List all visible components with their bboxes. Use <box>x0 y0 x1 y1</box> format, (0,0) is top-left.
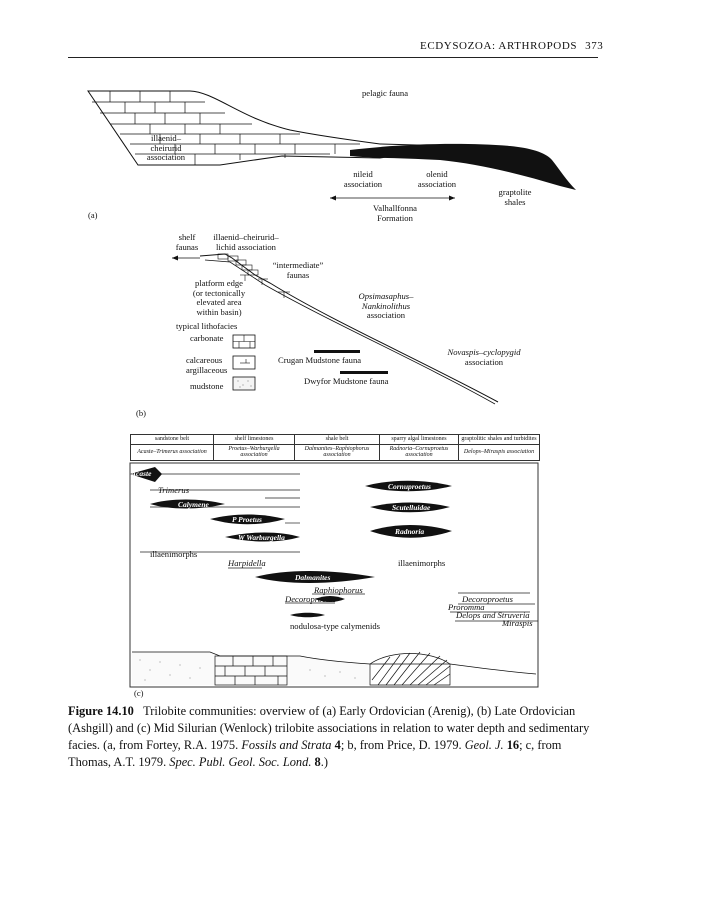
facies-cell-5: graptolitic shales and turbidites <box>461 436 537 442</box>
cornuproetus-label: Cornuproetus <box>388 482 431 491</box>
caption-volume-2: 16 <box>506 738 520 752</box>
illaenid-lichid-line-1: illaenid–cheirurid– <box>213 232 279 242</box>
illaenimorphs-right-label: illaenimorphs <box>398 558 446 568</box>
nileid-line-1: nileid <box>353 169 373 179</box>
caption-text-3: ; b, from Price, D. 1979. <box>340 738 465 752</box>
delops-label: Delops and Struveria <box>456 610 530 620</box>
decoroproetus-right-label: Decoroproetus <box>462 594 513 604</box>
acaste-label: Acaste <box>131 469 152 478</box>
caption-journal-2: Geol. J. <box>464 738 504 752</box>
olenid-line-2: association <box>417 178 457 189</box>
illaenid-line-1: illaenid– <box>150 133 182 143</box>
platform-line-2: (or tectonically <box>192 287 246 298</box>
facies-cell-4: sparry algal limestones <box>380 435 459 444</box>
page-number: 373 <box>585 40 604 52</box>
panel-a-label: (a) <box>88 210 98 220</box>
shelf-line-1: shelf <box>178 232 196 242</box>
nileid-line-2: association <box>343 178 383 189</box>
caption-journal-1: Fossils and Strata <box>241 738 332 752</box>
scutelluidae-label: Scutelluidae <box>392 503 431 512</box>
proromma-label: Proromma <box>448 602 485 612</box>
caption-journal-3: Spec. Publ. Geol. Soc. Lond. <box>169 755 312 769</box>
pelagic-fauna-label: pelagic fauna <box>362 88 409 98</box>
facies-cell-3: shale belt <box>295 435 380 444</box>
p-proetus-label: P Proetus <box>232 515 262 524</box>
facies-cell-1: sandstone belt <box>131 435 214 444</box>
novaspis-line-2: association <box>464 356 504 367</box>
caption-text-1: Trilobite communities: overview of (a) Early Ordovician (Arenig), (b) Late Ordovician (Ashgill) and (c) Mid Silurian (Wenlock) trilobite associations in relation to water depth and sedimentary facies. (a, from Fortey, R.A. 1975. <box>68 704 590 752</box>
panel-c-label: (c) <box>134 688 144 698</box>
association-cell-5: Delops–Miraspis association <box>463 448 535 455</box>
platform-line-1: platform edge <box>195 278 243 288</box>
association-cell-4: Radnoria–Cornuproetus association <box>380 445 459 460</box>
caption-volume-3: 8 <box>314 755 321 769</box>
decoroproetus-mid-label: Decoroproetus <box>285 594 336 604</box>
association-cell-3: Dalmanites–Raphiophorus association <box>295 445 380 460</box>
header-title: ECDYSOZOA: ARTHROPODS <box>420 40 578 52</box>
calcareous-line-2: argillaceous <box>186 364 228 375</box>
caption-volume-1: 4 <box>334 738 341 752</box>
dalmanites-label: Dalmanites <box>295 573 331 582</box>
illaenid-line-2: cheirurid <box>150 142 182 153</box>
formation-line-2: Formation <box>377 212 413 223</box>
w-warburgella-label: W Warburgella <box>238 533 285 542</box>
platform-line-4: within basin) <box>196 306 242 317</box>
illaenid-lichid-line-2: lichid association <box>216 241 276 252</box>
panel-b-label: (b) <box>136 408 146 418</box>
caption-text-5: ; c, from Thomas, A.T. 1979. <box>68 738 562 769</box>
crugan-label: Crugan Mudstone fauna <box>278 355 362 365</box>
platform-line-3: elevated area <box>196 297 242 307</box>
graptolite-line-2: shales <box>504 196 526 207</box>
olenid-line-1: olenid <box>426 169 448 179</box>
illaenimorphs-left-label: illaenimorphs <box>150 549 198 559</box>
lithofacies-title: typical lithofacies <box>176 321 238 331</box>
graptolite-line-1: graptolite <box>498 187 532 197</box>
opsimasaphus-line-3: association <box>366 310 406 320</box>
carbonate-label: carbonate <box>190 333 224 343</box>
association-cell-1: Acaste–Trimerus association <box>131 445 214 460</box>
caption-text-7: .) <box>320 755 328 769</box>
nodulosa-spindle <box>290 613 325 618</box>
figure-caption <box>68 703 598 771</box>
trimerus-label: Trimerus <box>158 485 190 495</box>
calymene-label: Calymene <box>178 500 209 509</box>
caption-label: Figure 14.10 <box>68 704 134 718</box>
association-cell-2: Proetus–Warburgella association <box>214 445 295 460</box>
dwyfor-label: Dwyfor Mudstone fauna <box>304 376 389 386</box>
intermediate-line-1: “intermediate” <box>272 260 324 270</box>
radnoria-label: Radnoria <box>395 527 425 536</box>
facies-cell-2: shelf limestones <box>214 435 295 444</box>
shelf-line-2: faunas <box>175 241 199 252</box>
miraspis-label: Miraspis <box>502 618 533 628</box>
mudstone-label: mudstone <box>190 381 224 391</box>
raphiophorus-label: Raphiophorus <box>314 585 363 595</box>
harpidella-label: Harpidella <box>228 558 266 568</box>
opsimasaphus-line-2: Nankinolithus <box>361 300 411 311</box>
formation-line-1: Valhallfonna <box>373 203 417 213</box>
nodulosa-label: nodulosa-type calymenids <box>290 621 380 631</box>
illaenid-line-3: association <box>146 152 186 162</box>
calcareous-line-1: calcareous <box>186 355 223 365</box>
novaspis-line-1: Novaspis–cyclopygid <box>447 347 521 357</box>
intermediate-line-2: faunas <box>286 269 310 280</box>
opsimasaphus-line-1: Opsimasaphus– <box>358 291 414 301</box>
